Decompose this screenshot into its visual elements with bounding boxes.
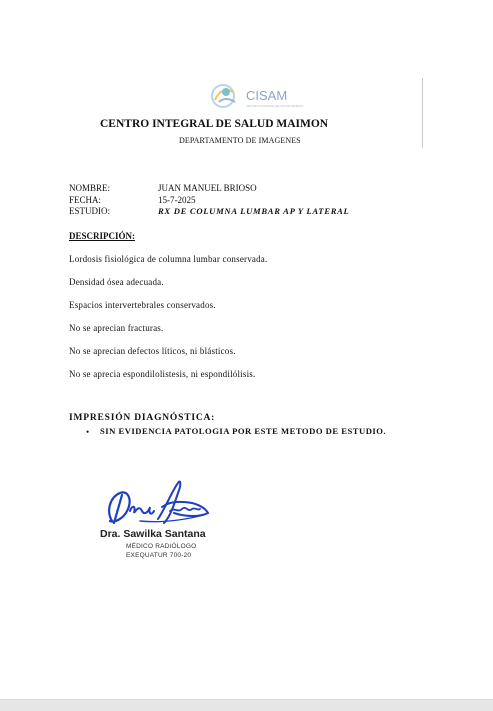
margin-divider (422, 78, 423, 148)
finding-item: No se aprecian fracturas. (69, 323, 164, 333)
date-value: 15-7-2025 (158, 195, 196, 205)
logo-text: CISAM (246, 88, 288, 103)
doctor-exequatur: EXEQUATUR 700-20 (126, 552, 192, 559)
cisam-logo (209, 82, 304, 110)
finding-item: No se aprecia espondilolistesis, ni espondilólisis. (69, 369, 256, 379)
doctor-title: MÉDICO RADIÓLOGO (126, 543, 197, 550)
logo-subtext: CENTRO INTEGRAL DE SALUD MAIMON (246, 104, 304, 108)
patient-name-value: JUAN MANUEL BRIOSO (158, 183, 257, 193)
finding-item: Espacios intervertebrales conservados. (69, 300, 216, 310)
viewer-bottom-bar (0, 699, 493, 711)
doctor-name: Dra. Sawilka Santana (100, 528, 206, 540)
study-value: RX DE COLUMNA LUMBAR AP Y LATERAL (158, 206, 350, 216)
date-label: FECHA: (69, 195, 102, 205)
handwritten-signature (100, 477, 215, 529)
impression-item: SIN EVIDENCIA PATOLOGIA POR ESTE METODO DE ESTUDIO. (100, 426, 387, 436)
patient-name-label: NOMBRE: (69, 183, 111, 193)
department-name: DEPARTAMENTO DE IMAGENES (179, 136, 301, 145)
institution-name: CENTRO INTEGRAL DE SALUD MAIMON (100, 118, 329, 130)
impression-title: IMPRESIÓN DIAGNÓSTICA: (69, 413, 216, 423)
finding-item: Lordosis fisiológica de columna lumbar conservada. (69, 254, 268, 264)
finding-item: No se aprecian defectos líticos, ni blásticos. (69, 346, 236, 356)
logo-emblem-icon (209, 82, 245, 110)
study-label: ESTUDIO: (69, 206, 110, 216)
bullet-icon: • (86, 427, 90, 437)
description-title: DESCRIPCIÓN: (69, 231, 136, 241)
finding-item: Densidad ósea adecuada. (69, 277, 164, 287)
